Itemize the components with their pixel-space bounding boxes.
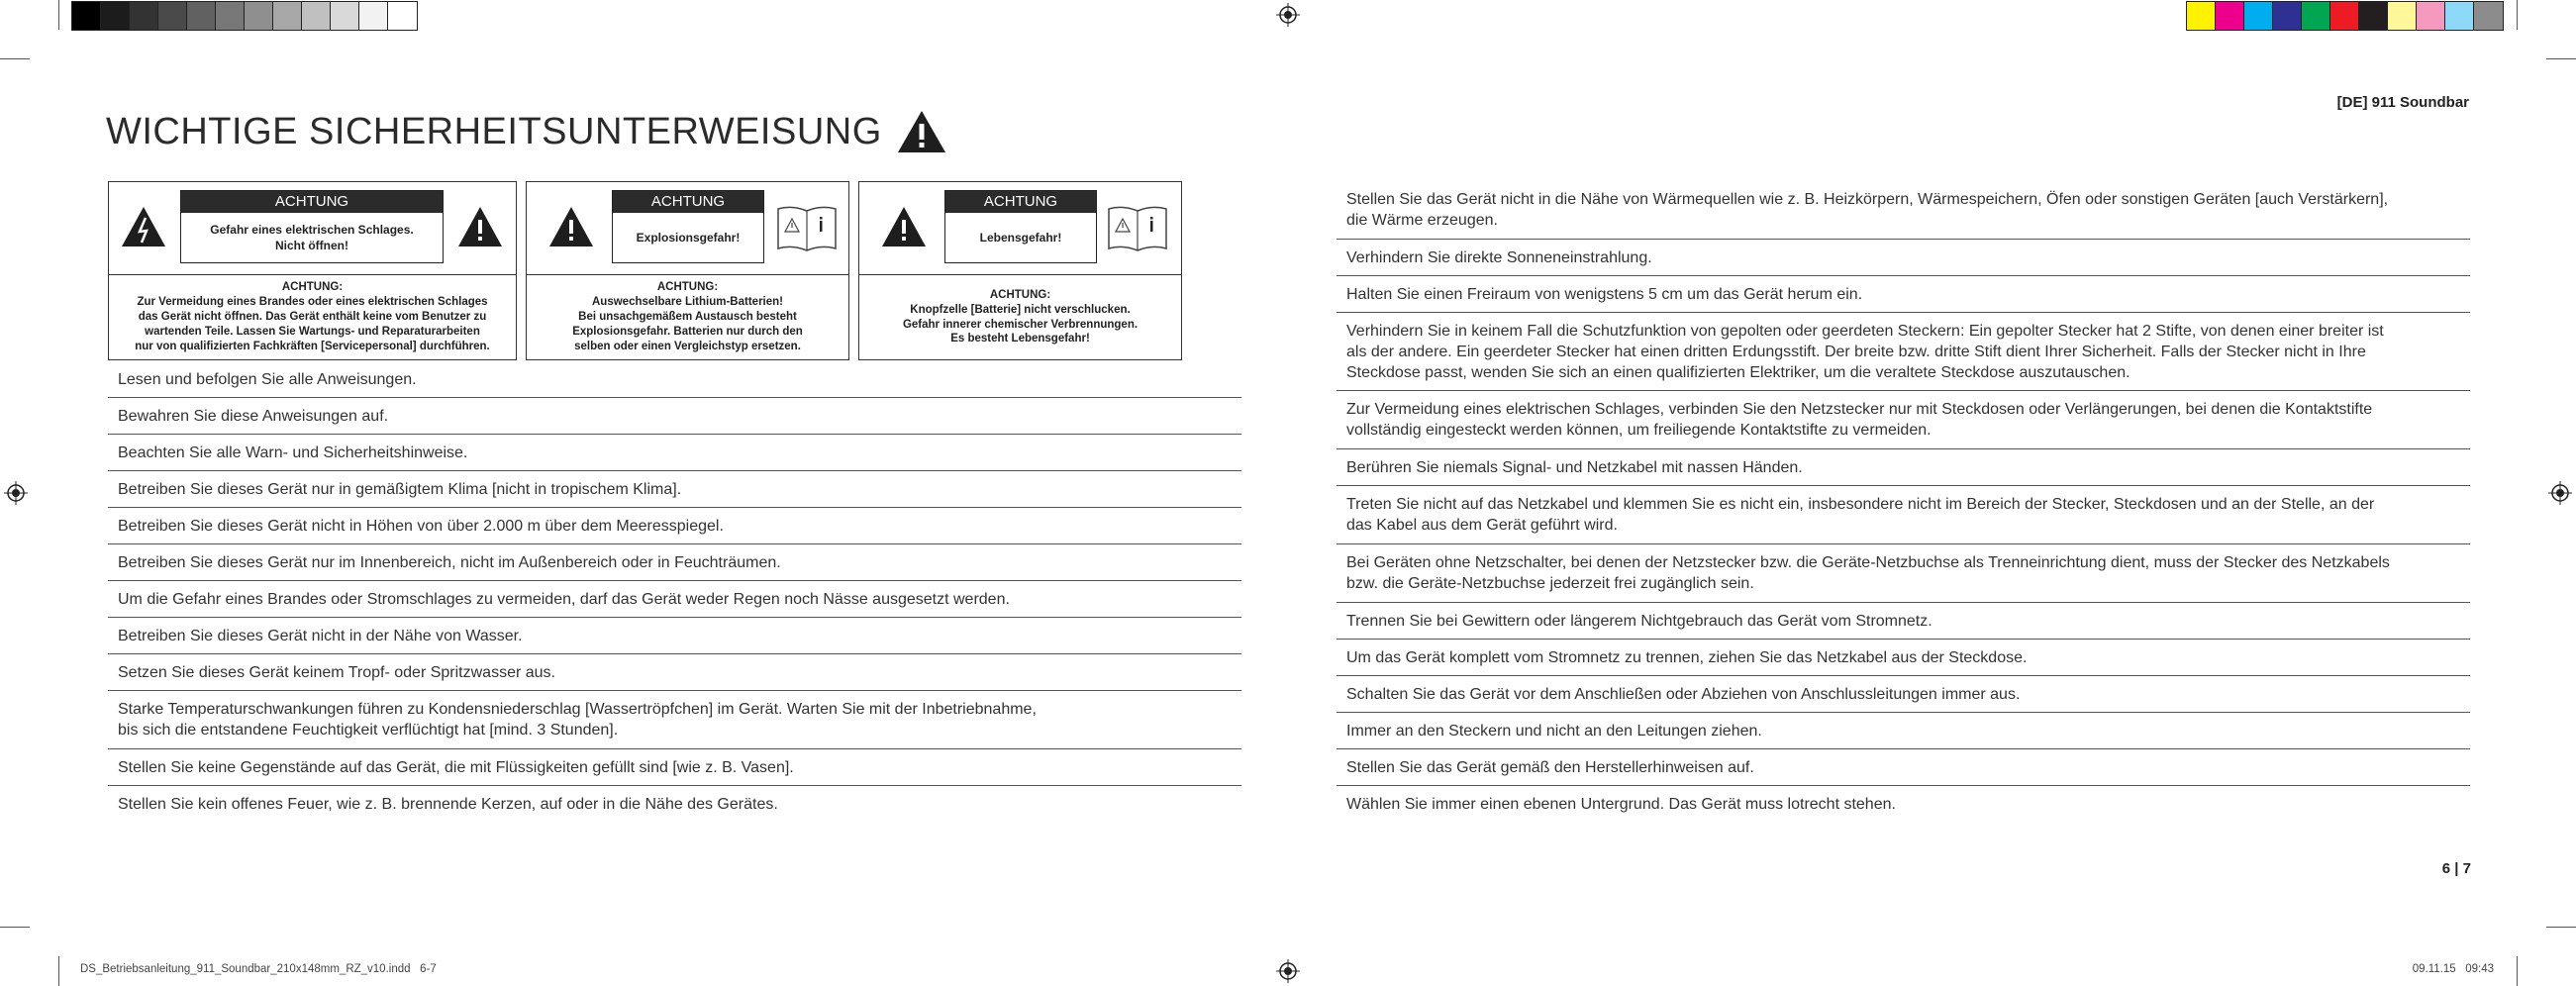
list-item-text: Schalten Sie das Gerät vor dem Anschließen oder Abziehen von Anschlussleitungen immer aus. <box>1346 685 2021 703</box>
list-item <box>108 508 1241 544</box>
list-item <box>1337 486 2470 544</box>
crop-mark <box>2546 58 2576 59</box>
list-item <box>108 435 1241 471</box>
warning-box-life <box>858 181 1182 360</box>
header-label: [DE] 911 Soundbar <box>2336 94 2469 111</box>
list-item <box>108 618 1241 654</box>
crop-mark <box>2546 927 2576 928</box>
page-title <box>106 109 947 154</box>
achtung-text <box>945 213 1096 262</box>
color-swatch <box>2359 2 2388 30</box>
registration-mark-icon <box>1276 959 1300 983</box>
list-item-text: Betreiben Sie dieses Gerät nur in gemäßigtem Klima [nicht in tropischem Klima]. <box>118 480 682 498</box>
color-swatch <box>2302 2 2330 30</box>
color-swatch <box>2273 2 2302 30</box>
list-item-text: Beachten Sie alle Warn- und Sicherheitshinweise. <box>118 444 468 461</box>
grayscale-swatch <box>245 2 273 30</box>
achtung-label-frame <box>612 190 764 263</box>
grayscale-swatch <box>273 2 302 30</box>
crop-mark <box>58 0 59 30</box>
list-item-text: Halten Sie einen Freiraum von wenigstens 5 cm um das Gerät herum ein. <box>1346 285 1863 303</box>
list-item <box>108 786 1241 823</box>
list-item <box>1337 276 2470 313</box>
list-item-text: Stellen Sie kein offenes Feuer, wie z. B. brennende Kerzen, auf oder in die Nähe des Gerätes. <box>118 796 778 813</box>
list-item-text: Stellen Sie das Gerät nicht in die Nähe von Wärmequellen wie z. B. Heizkörpern, Wärmespeichern, Öfen oder sonstigen Geräten [auch Verstärkern], die Wärme erzeugen. <box>1346 191 2389 229</box>
list-item-text: Berühren Sie niemals Signal- und Netzkabel mit nassen Händen. <box>1346 458 1803 476</box>
list-item-text: Verhindern Sie in keinem Fall die Schutzfunktion von gepolten oder geerdeten Steckern: Ein gepolter Stecker hat 2 Stifte, von denen einer breiter ist als der andere. Ein geerdeter Stecker hat einen dritten Erdungsstift. Der breite bzw. dritte Stift dient Ihrer Sicherheit. Falls der Stecker nicht in Ihre Steckdose passt, wenden Sie sich an einen qualifizierten Elektriker, um die veraltete Steckdose auszutauschen. <box>1346 322 2384 381</box>
footer-file-name: DS_Betriebsanleitung_911_Soundbar_210x148mm_RZ_v10.indd 6-7 <box>80 963 437 975</box>
crop-mark <box>2517 956 2518 986</box>
achtung-heading: ACHTUNG <box>181 191 443 213</box>
color-swatch <box>2445 2 2474 30</box>
registration-mark-icon <box>2548 481 2572 505</box>
achtung-heading: ACHTUNG <box>613 191 763 213</box>
exclamation-triangle-icon <box>548 206 594 247</box>
list-item-text: Betreiben Sie dieses Gerät nur im Innenbereich, nicht im Außenbereich oder in Feuchträumen. <box>118 553 781 571</box>
list-item-text: Betreiben Sie dieses Gerät nicht in Höhen von über 2.000 m über dem Meeresspiegel. <box>118 517 724 535</box>
achtung-text-value: Explosionsgefahr! <box>636 230 741 245</box>
color-swatch <box>2187 2 2216 30</box>
safety-list-left <box>108 361 1241 823</box>
registration-mark-icon <box>4 481 28 505</box>
grayscale-swatch <box>158 2 187 30</box>
achtung-text <box>613 213 763 262</box>
list-item <box>1337 676 2470 713</box>
list-item <box>108 654 1241 691</box>
list-item <box>108 544 1241 581</box>
color-swatch <box>2216 2 2244 30</box>
exclamation-triangle-icon <box>881 206 927 247</box>
list-item-text: Zur Vermeidung eines elektrischen Schlages, verbinden Sie den Netzstecker nur mit Steckdosen oder Verlängerungen, bei denen die Kontaktstifte vollständig eingesteckt werden können, um freiliegende Kontaktstifte zu vermeiden. <box>1346 401 2373 439</box>
warning-box-electric <box>108 181 517 360</box>
manual-info-icon <box>774 203 840 252</box>
warning-caption-text: ACHTUNG: Auswechselbare Lithium-Batterien! Bei unsachgemäßem Austausch besteht Explosionsgefahr. Batterien nur durch den selben oder einen Vergleichstyp ersetzen. <box>572 281 803 352</box>
warning-triangle-icon <box>896 109 947 154</box>
registration-mark-icon <box>1276 3 1300 27</box>
list-item <box>1337 713 2470 749</box>
warning-caption <box>859 275 1181 359</box>
grayscale-swatch <box>331 2 359 30</box>
list-item-text: Stellen Sie keine Gegenstände auf das Gerät, die mit Flüssigkeiten gefüllt sind [wie z. B. Vasen]. <box>118 758 794 776</box>
achtung-label-frame <box>180 190 444 263</box>
process-color-bar <box>2186 1 2504 31</box>
list-item-text: Lesen und befolgen Sie alle Anweisungen. <box>118 370 417 388</box>
grayscale-swatch <box>388 2 417 30</box>
list-item-text: Stellen Sie das Gerät gemäß den Herstellerhinweisen auf. <box>1346 758 1754 776</box>
grayscale-swatch <box>130 2 158 30</box>
crop-mark <box>58 956 59 986</box>
manual-info-icon <box>1105 203 1170 252</box>
list-item <box>108 691 1241 749</box>
grayscale-swatch <box>302 2 331 30</box>
list-item-text: Wählen Sie immer einen ebenen Untergrund. Das Gerät muss lotrecht stehen. <box>1346 796 1896 813</box>
list-item <box>1337 749 2470 786</box>
list-item <box>1337 240 2470 276</box>
list-item-text: Betreiben Sie dieses Gerät nicht in der Nähe von Wasser. <box>118 627 523 644</box>
list-item <box>1337 544 2470 603</box>
list-item <box>1337 181 2470 240</box>
list-item-text: Trennen Sie bei Gewittern oder längerem Nichtgebrauch das Gerät vom Stromnetz. <box>1346 612 1932 630</box>
warning-box-explosion <box>526 181 849 360</box>
crop-mark <box>0 927 30 928</box>
list-item <box>1337 786 2470 823</box>
list-item <box>108 749 1241 786</box>
list-item-text: Setzen Sie dieses Gerät keinem Tropf- oder Spritzwasser aus. <box>118 663 555 681</box>
list-item-text: Bewahren Sie diese Anweisungen auf. <box>118 407 389 425</box>
page-title-text: WICHTIGE SICHERHEITSUNTERWEISUNG <box>106 110 882 152</box>
color-swatch <box>2474 2 2503 30</box>
list-item <box>1337 313 2470 391</box>
warning-caption <box>109 275 516 359</box>
list-item-text: Immer an den Steckern und nicht an den Leitungen ziehen. <box>1346 722 1762 740</box>
achtung-text-value: Lebensgefahr! <box>979 230 1062 245</box>
achtung-text <box>181 213 443 262</box>
crop-mark <box>2517 0 2518 30</box>
list-item-text: Starke Temperaturschwankungen führen zu Kondensniederschlag [Wassertröpfchen] im Gerät. Warten Sie mit der Inbetriebnahme, bis sich die entstandene Feuchtigkeit verflüchtigt hat [mind. 3 Stunden]. <box>118 701 1037 739</box>
grayscale-color-bar <box>71 1 418 31</box>
color-swatch <box>2330 2 2359 30</box>
warning-caption <box>527 275 848 359</box>
list-item <box>108 398 1241 435</box>
grayscale-swatch <box>359 2 388 30</box>
grayscale-swatch <box>72 2 101 30</box>
color-swatch <box>2244 2 2273 30</box>
list-item-text: Um das Gerät komplett vom Stromnetz zu trennen, ziehen Sie das Netzkabel aus der Steckdose. <box>1346 648 2028 666</box>
achtung-label-frame <box>944 190 1097 263</box>
footer-date: 09.11.15 09:43 <box>2412 963 2494 975</box>
grayscale-swatch <box>187 2 216 30</box>
safety-list-right <box>1337 181 2470 823</box>
achtung-heading: ACHTUNG <box>945 191 1096 213</box>
list-item <box>1337 449 2470 486</box>
list-item-text: Verhindern Sie direkte Sonneneinstrahlung. <box>1346 248 1652 266</box>
list-item <box>1337 640 2470 676</box>
warning-caption-text: ACHTUNG: Knopfzelle [Batterie] nicht verschlucken. Gefahr innerer chemischer Verbrennungen. Es besteht Lebensgefahr! <box>902 288 1139 345</box>
color-swatch <box>2417 2 2445 30</box>
list-item <box>108 361 1241 398</box>
electric-shock-icon <box>121 206 166 247</box>
list-item <box>108 581 1241 618</box>
exclamation-triangle-icon <box>457 206 503 247</box>
list-item-text: Treten Sie nicht auf das Netzkabel und klemmen Sie es nicht ein, insbesondere nicht im Bereich der Stecker, Steckdosen und an der Stelle, an der das Kabel aus dem Gerät geführt wird. <box>1346 496 2375 534</box>
list-item <box>1337 391 2470 449</box>
page-number: 6 | 7 <box>2441 860 2471 877</box>
achtung-text-value: Gefahr eines elektrischen Schlages. Nicht öffnen! <box>210 222 414 252</box>
list-item-text: Um die Gefahr eines Brandes oder Stromschlages zu vermeiden, darf das Gerät weder Regen noch Nässe ausgesetzt werden. <box>118 590 1010 608</box>
grayscale-swatch <box>101 2 130 30</box>
warning-caption-text: ACHTUNG: Zur Vermeidung eines Brandes oder eines elektrischen Schlages das Gerät nicht öffnen. Das Gerät enthält keine vom Benutzer zu wartenden Teile. Lassen Sie Wartungs- und Reparaturarbeiten nur von qualifizierten Fachkräften [Servicepersonal] durchführen. <box>135 281 490 352</box>
crop-mark <box>0 58 30 59</box>
list-item-text: Bei Geräten ohne Netzschalter, bei denen der Netzstecker bzw. die Geräte-Netzbuchse als Trenneinrichtung dient, muss der Stecker des Netzkabels bzw. die Geräte-Netzbuchse jederzeit frei zugänglich sein. <box>1346 554 2390 592</box>
list-item <box>1337 603 2470 640</box>
grayscale-swatch <box>216 2 245 30</box>
color-swatch <box>2388 2 2417 30</box>
list-item <box>108 471 1241 508</box>
